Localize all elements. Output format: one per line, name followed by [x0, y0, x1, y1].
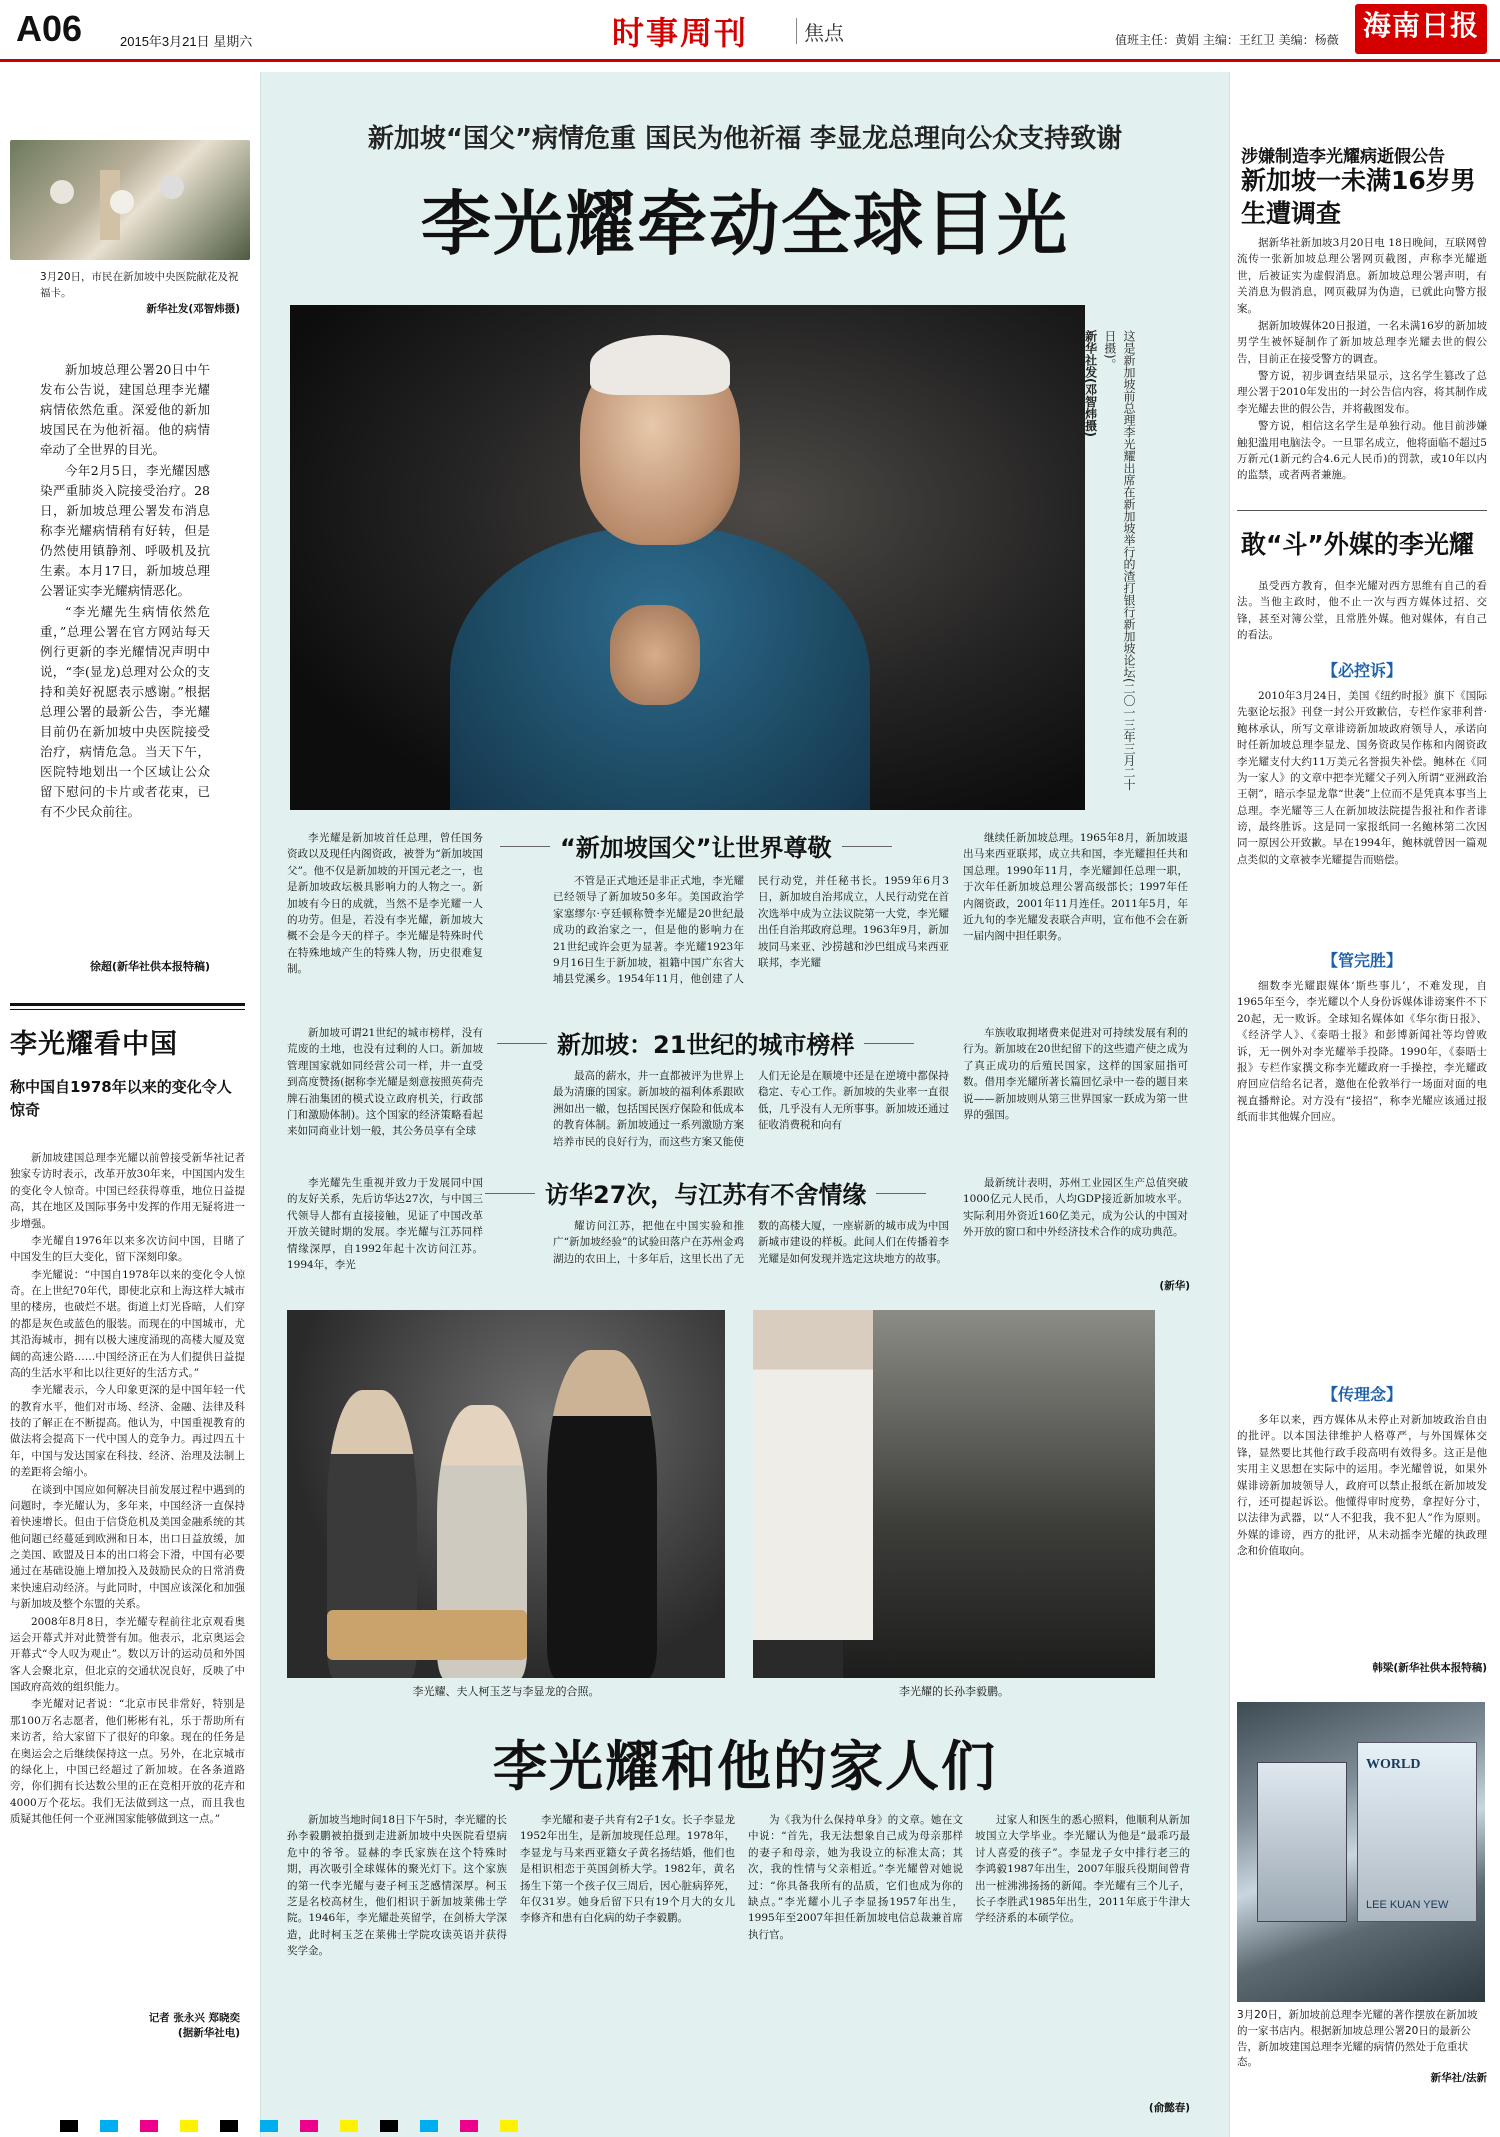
section-rule-thin: [10, 1009, 245, 1010]
hoax-story: 据新华社新加坡3月20日电 18日晚间，互联网曾流传一张新加坡总理公署网页截图，声称李光耀逝世，后被证实为虚假消息。新加坡总理公署声明，有关消息为假消息，网页截屏为伪造，已就此向警方报案。 据新加坡媒体20日报道，一名未满16岁的新加坡男学生被怀疑制作了新加坡总理李光耀去世的假公告，目前正在接受警方的调查。 警方说，初步调查结果显示，这名学生篡改了总理公署于2010年发出的一封公告信内容，将其制作成李光耀去世的假公告，并将截图发布。 警方说，相信这名学生是单独行动。他目前涉嫌触犯滥用电脑法令。一旦罪名成立，他将面临不超过5万新元(1新元约合4.6元人民币)的罚款，或10年以内的监禁，或者两者兼施。: [1237, 237, 1487, 482]
bookstore-caption: 3月20日，新加坡前总理李光耀的著作摆放在新加坡的一家书店内。根据新加坡总理公署20日的最新公告，新加坡建国总理李光耀的病情仍然处于危重状态。 新华社/法新: [1237, 2009, 1487, 2084]
section-title: 时事周刊: [612, 14, 749, 52]
main-headline: 李光耀牵动全球目光: [421, 183, 1069, 265]
page-number: A06: [16, 8, 83, 49]
family-col-4: 过家人和医生的悉心照料，他顺利从新加坡国立大学毕业。李光耀认为他是“最乖巧最讨人喜爱的孩子”。李显龙子女中排行老三的李鸿毅1987年出生，2007年服兵役期间曾背出一桩沸沸扬扬的新闻。李光耀有三个儿子，长子李胜武1985年出生，2011年底于牛津大学经济系的本硕学位。: [975, 1814, 1190, 1925]
bookstore-photo: WORLD LEE KUAN YEW: [1237, 1702, 1485, 2002]
family-col-2: 李光耀和妻子共育有2子1女。长子李显龙1952年出生，是新加坡现任总理。1978年，李显龙与马来西亚籍女子黄名扬结婚，他们也是相识相恋于英国剑桥大学。1982年，黄名扬生下第一个孩子仅三周后，因心脏病猝死，年仅31岁。她身后留下只有19个月大的女儿李修齐和患有白化病的幼子李毅鹏。: [520, 1814, 735, 1925]
family-col-3: 为《我为什么保持单身》的文章。她在文中说：“首先，我无法想象自己成为母亲那样的妻子和母亲，她为我设立的标准太高；其次，我的性情与父亲相近。”李光耀曾对她说过：“你具备我所有的品质，它们也成为你的缺点。”李光耀小儿子李显扬1957年出生，1995年至2007年担任新加坡电信总裁兼首席执行官。: [748, 1814, 963, 1941]
china-story-body: 新加坡建国总理李光耀以前曾接受新华社记者独家专访时表示，改革开放30年来，中国国内发生的变化令人惊奇。中国已经获得尊重，地位日益提高，其在地区及国际事务中发挥的作用无疑将进一步增强。 李光耀自1976年以来多次访问中国，目睹了中国发生的巨大变化，留下深刻印象。 李光耀说：“中国自1978年以来的变化令人惊奇。在上世纪70年代，即使北京和上海这样大城市里的楼房，也破烂不堪。街道上灯光昏暗，人们穿的都是灰色或蓝色的服装。而现在的中国城市，尤其沿海城市，拥有以极大速度涌现的高楼大厦及宽阔的高速公路……中国经济正在为人们提供日益提高的生活水平和比以往更好的生活方式。” 李光耀表示，今人印象更深的是中国年轻一代的教育水平，他们对市场、经济、金融、法律及科技的了解正在不断提高。他认为，中国重视教育的做法将会提高下一代中国人的竞争力。再过四五十年，中国与发达国家在科技、经济、治理及法制上的差距将会缩小。 在谈到中国应如何解决目前发展过程中遇到的问题时，李光耀认为，多年来，中国经济一直保持着快速增长。但由于信贷危机及美国金融系统的其他问题已经蔓延到欧洲和日本，出口日益放缓，加之美国、欧盟及日本的出口将会下滑，中国有必要通过在基础设施上增加投入及鼓励民众的日常消费来快速启动经济。与此同时，中国应该深化和加强与新加坡及整个东盟的关系。 2008年8月8日，李光耀专程前往北京观看奥运会开幕式并对此赞誉有加。他表示，北京奥运会开幕式“令人叹为观止”。数以万计的运动员和外国客人会聚北京，但北京的交通状况良好，反映了中国政府高效的组织能力。 李光耀对记者说：“北京市民非常好，特别是那100万名志愿者，他们彬彬有礼，乐于帮助所有来访者，给大家留下了很好的印象。现在的任务是在奥运会之后继续保持这一点。另外，在北京城市的绿化上，中国已经超过了新加坡。在各条道路旁，你们拥有长达数公里的正在竞相开放的花卉和4000万个花坛。我们无法做到这一点，而且我也质疑其他任何一个亚洲国家能够做到这一点。”: [10, 1152, 245, 1825]
masthead: [0, 0, 1500, 62]
section-rule: [10, 1003, 245, 1006]
media-story-credit: 韩梁(新华社供本报特稿): [1372, 1662, 1487, 1674]
grandson-photo: [753, 1310, 1155, 1678]
media-story-intro: 虽受西方教育，但李光耀对西方思维有自己的看法。当他主政时，他不止一次与西方媒体过招、交锋，甚至对簿公堂，且常胜外媒。他对媒体，有自己的看法。: [1237, 580, 1487, 642]
portrait-caption: 这是新加坡前总理李光耀出席在新加坡举行的渣打银行新加坡论坛(二〇一三年三月二十日摄)。 新华社发(邓智炜摄): [1083, 330, 1136, 791]
subhead-city-model: 新加坡：21世纪的城市榜样: [557, 1025, 854, 1060]
sub2-col-1: 新加坡可谓21世纪的城市榜样，没有荒废的土地，也没有过剩的人口。新加坡管理国家就如同经营公司一样，井一直受到高度赞扬(据称李光耀是刻意按照英荷壳牌石油集团的模式设立政府机关，行政部门和激励体制)。这个国家的经济策略看起来如同商业计划一般，其公务员享有全球: [287, 1027, 483, 1138]
tag-win-text: 细数李光耀跟媒体‘斯些事儿’，不难发现，自1965年至今，李光耀以个人身份诉媒体诽谤案件不下20起，无一败诉。全球知名媒体如《华尔街日报》、《经济学人》、《泰晤士报》和彭博新闻社等均曾败诉，无一例外对李光耀举手投降。1990年，《泰晤士报》专栏作家撰文称李光耀政府一手操控，李光耀政府回应信给名记者，邀他在伦敦举行一场面对面的电视直播辩论。对方没有“接招”，称李光耀应该通过报纸而非其他媒介回应。: [1237, 980, 1487, 1123]
photo-caption: 3月20日，市民在新加坡中央医院献花及祝福卡。 新华社发(邓智炜摄): [40, 271, 240, 315]
section-subtitle: 焦点: [804, 21, 844, 45]
family-col-1: 新加坡当地时间18日下午5时，李光耀的长孙李毅鹏被拍摄到走进新加坡中央医院看望病危中的爷爷。显赫的李氏家族在这个特殊时期，再次吸引全球媒体的聚光灯下。这个家族的第一代李光耀与妻子柯玉芝感情深厚。柯玉芝是名校高材生，他们相识于新加坡莱佛士学院。1946年，李光耀赴英留学，在剑桥大学深造，此时柯玉芝在莱佛士学院攻读英语并获得奖学金。: [287, 1814, 507, 1957]
story-credit: 徐超(新华社供本报特稿): [89, 960, 210, 973]
subhead-founding-father: “新加坡国父”让世界尊敬: [560, 828, 832, 863]
tag-sue: 【必控诉】: [1321, 661, 1402, 680]
sub1-col-3: 继续任新加坡总理。1965年8月，新加坡退出马来西亚联邦，成立共和国，李光耀担任共和国总理。1990年11月，李光耀卸任总理一职，于次年任新加坡总理公署高级部长；1997年任内阁资政，2001年11月连任。2011年5月，年近九旬的李光耀发表联合声明，宣布他不会在新一届内阁中担任职务。: [963, 832, 1188, 943]
editor-credits: 值班主任：黄娟 主编：王红卫 美编：杨薇: [1115, 33, 1339, 47]
headline-kicker: 新加坡“国父”病情危重 国民为他祈福 李显龙总理向公众支持致谢: [367, 124, 1123, 154]
tag-win: 【管完胜】: [1321, 951, 1402, 970]
tag-ideas-text: 多年以来，西方媒体从未停止对新加坡政治自由的批评。以本国法律维护人格尊严，与外国媒体交锋，显然要比其他行政手段高明有效得多。这正是他实用主义思想在实际中的运用。李光耀曾说，如果外媒诽谤新加坡领导人，政府可以禁止报纸在新加坡发行，还可提起诉讼。他懂得审时度势，拿捏好分寸，以法律为武器，以“人不犯我，我不犯人”作为原则。外媒的诽谤，西方的批评，从未动摇李光耀的执政理念和价值取向。: [1237, 1414, 1487, 1557]
sub3-col-1: 李光耀先生重视并致力于发展同中国的友好关系，先后访华达27次，与中国三代领导人都有直接接触，见证了中国改革开放关键时期的发展。李光耀与江苏同样情缘深厚，自1992年起十次访问江苏。1994年，李光: [287, 1177, 483, 1271]
sub3-col-3: 最新统计表明，苏州工业园区生产总值突破1000亿元人民币，人均GDP接近新加坡水平。实际利用外资近160亿美元，成为公认的中国对外开放的窗口和中外经济技术合作的成功典范。: [963, 1177, 1188, 1239]
newspaper-logo: 海南日报: [1355, 4, 1487, 54]
sub2-col-3: 车族收取拥堵费来促进对可持续发展有利的行为。新加坡在20世纪留下的这些遗产使之成为了真正成功的后殖民国家，这样的国家屈指可数。借用李光耀所著长篇回忆录中一卷的题目来说——新加坡则从第三世界国家一跃成为第一世界的强国。: [963, 1027, 1188, 1121]
tag-sue-text: 2010年3月24日，美国《纽约时报》旗下《国际先驱论坛报》刊登一封公开致歉信，专栏作家菲利普·鲍林承认，所写文章诽谤新加坡政府领导人，承诺向时任新加坡总理李显龙、国务资政吴作栋和内阁资政李光耀支付大约11万美元名誉损失补偿。鲍林在《同为一家人》的文章中把李光耀父子列入所谓“亚洲政治王朝”，暗示李显龙靠“世袭”上位而不是凭真本事当上总理。李光耀等三人在新加坡法院提告报社和作者诽谤，最终胜诉。这是同一家报纸同一名鲍林第二次因同一原因公开致歉。早在1994年，鲍林就曾因一篇观点类似的文章被李光耀提告而赔偿。: [1237, 690, 1487, 866]
sub3-col-2: 耀访问江苏，把他在中国实验和推广“新加坡经验”的试验田落户在苏州金鸡湖边的农田上，十多年后，这里长出了无数的高楼大厦，一座崭新的城市成为中国新城市建设的样板。此间人们在传播着李光耀是如何发现并选定这块地方的故事。: [553, 1220, 949, 1265]
hoax-kicker: 涉嫌制造李光耀病逝假公告: [1241, 147, 1445, 167]
grandson-photo-caption: 李光耀的长孙李毅鹏。: [899, 1685, 1009, 1698]
lee-kuan-yew-portrait: [290, 305, 1085, 810]
sub2-col-2: 最高的薪水，井一直都被评为世界上最为清廉的国家。新加坡的福利体系跟欧洲如出一辙，包括国民医疗保险和低成本的教育体制。新加坡通过一系列激励方案培养市民的良好行为，而这些方案又能使人们无论是在顺境中还是在逆境中都保持稳定、专心工作。新加坡的失业率一直很低，几乎没有人无所事事。新加坡还通过征收消费税和向有: [553, 1070, 949, 1148]
family-group-photo: [287, 1310, 725, 1678]
family-headline: 李光耀和他的家人们: [493, 1735, 997, 1798]
hoax-title: 新加坡一未满16岁男生遭调查: [1241, 166, 1476, 228]
memorial-flowers-photo: [10, 140, 250, 260]
media-story-title: 敢“斗”外媒的李光耀: [1241, 530, 1474, 559]
sub1-col-2: 不管是正式地还是非正式地，李光耀已经领导了新加坡50多年。美国政治学家塞缪尔·亨廷顿称赞李光耀是20世纪最成功的政治家之一，但是他的影响力在21世纪或许会更为显著。李光耀1923年9月16日生于新加坡，祖籍中国广东省大埔县党溪乡。1954年11月，他创建了人民行动党，并任秘书长。1959年6月3日，新加坡自治邦成立，人民行动党在首次选举中成为立法议院第一大党，李光耀出任自治邦政府总理。1963年9月，新加坡同马来亚、沙捞越和沙巴组成马来西亚联邦，李光耀: [553, 875, 949, 986]
family-credit: (俞懿春): [1148, 2102, 1190, 2114]
subhead-china-visits: 访华27次，与江苏有不舍情缘: [545, 1175, 866, 1210]
print-color-bar: [60, 2120, 518, 2132]
family-photo-caption: 李光耀、夫人柯玉芝与李显龙的合照。: [412, 1685, 600, 1698]
issue-date: 2015年3月21日 星期六: [120, 34, 253, 49]
china-story-credit: 记者 张永兴 郑晓奕 (据新华社电): [148, 2012, 240, 2039]
sub3-credit: (新华): [1159, 1280, 1190, 1292]
china-story-subtitle: 称中国自1978年以来的变化令人惊奇: [10, 1078, 232, 1119]
china-story-title: 李光耀看中国: [10, 1029, 178, 1060]
section-divider: [796, 18, 797, 44]
sub1-col-1: 李光耀是新加坡首任总理，曾任国务资政以及现任内阁资政，被誉为“新加坡国父”。他不仅是新加坡的开国元老之一，也是新加坡政坛极具影响力的人物之一。新加坡有今日的成就，当然不是李光耀一人的功劳。但是，若没有李光耀，新加坡大概不会是今天的样子。李光耀是特殊时代在特殊地域产生的特殊人物，历史很难复制。: [287, 832, 483, 975]
right-rule: [1237, 510, 1487, 511]
condition-story: 新加坡总理公署20日中午发布公告说，建国总理李光耀病情依然危重。深爱他的新加坡国民在为他祈福。他的病情牵动了全世界的目光。 今年2月5日，李光耀因感染严重肺炎入院接受治疗。28日，新加坡总理公署发布消息称李光耀病情稍有好转，但是仍然使用镇静剂、呼吸机及抗生素。本月17日，新加坡总理公署证实李光耀病情恶化。 “李光耀先生病情依然危重，”总理公署在官方网站每天例行更新的李光耀情况声明中说，“李(显龙)总理对公众的支持和美好祝愿表示感谢。”根据总理公署的最新公告，李光耀目前仍在新加坡中央医院接受治疗，病情危急。当天下午，医院特地划出一个区域让公众留下慰问的卡片或者花束，已有不少民众前往。: [40, 362, 210, 819]
tag-ideas: 【传理念】: [1321, 1385, 1402, 1404]
